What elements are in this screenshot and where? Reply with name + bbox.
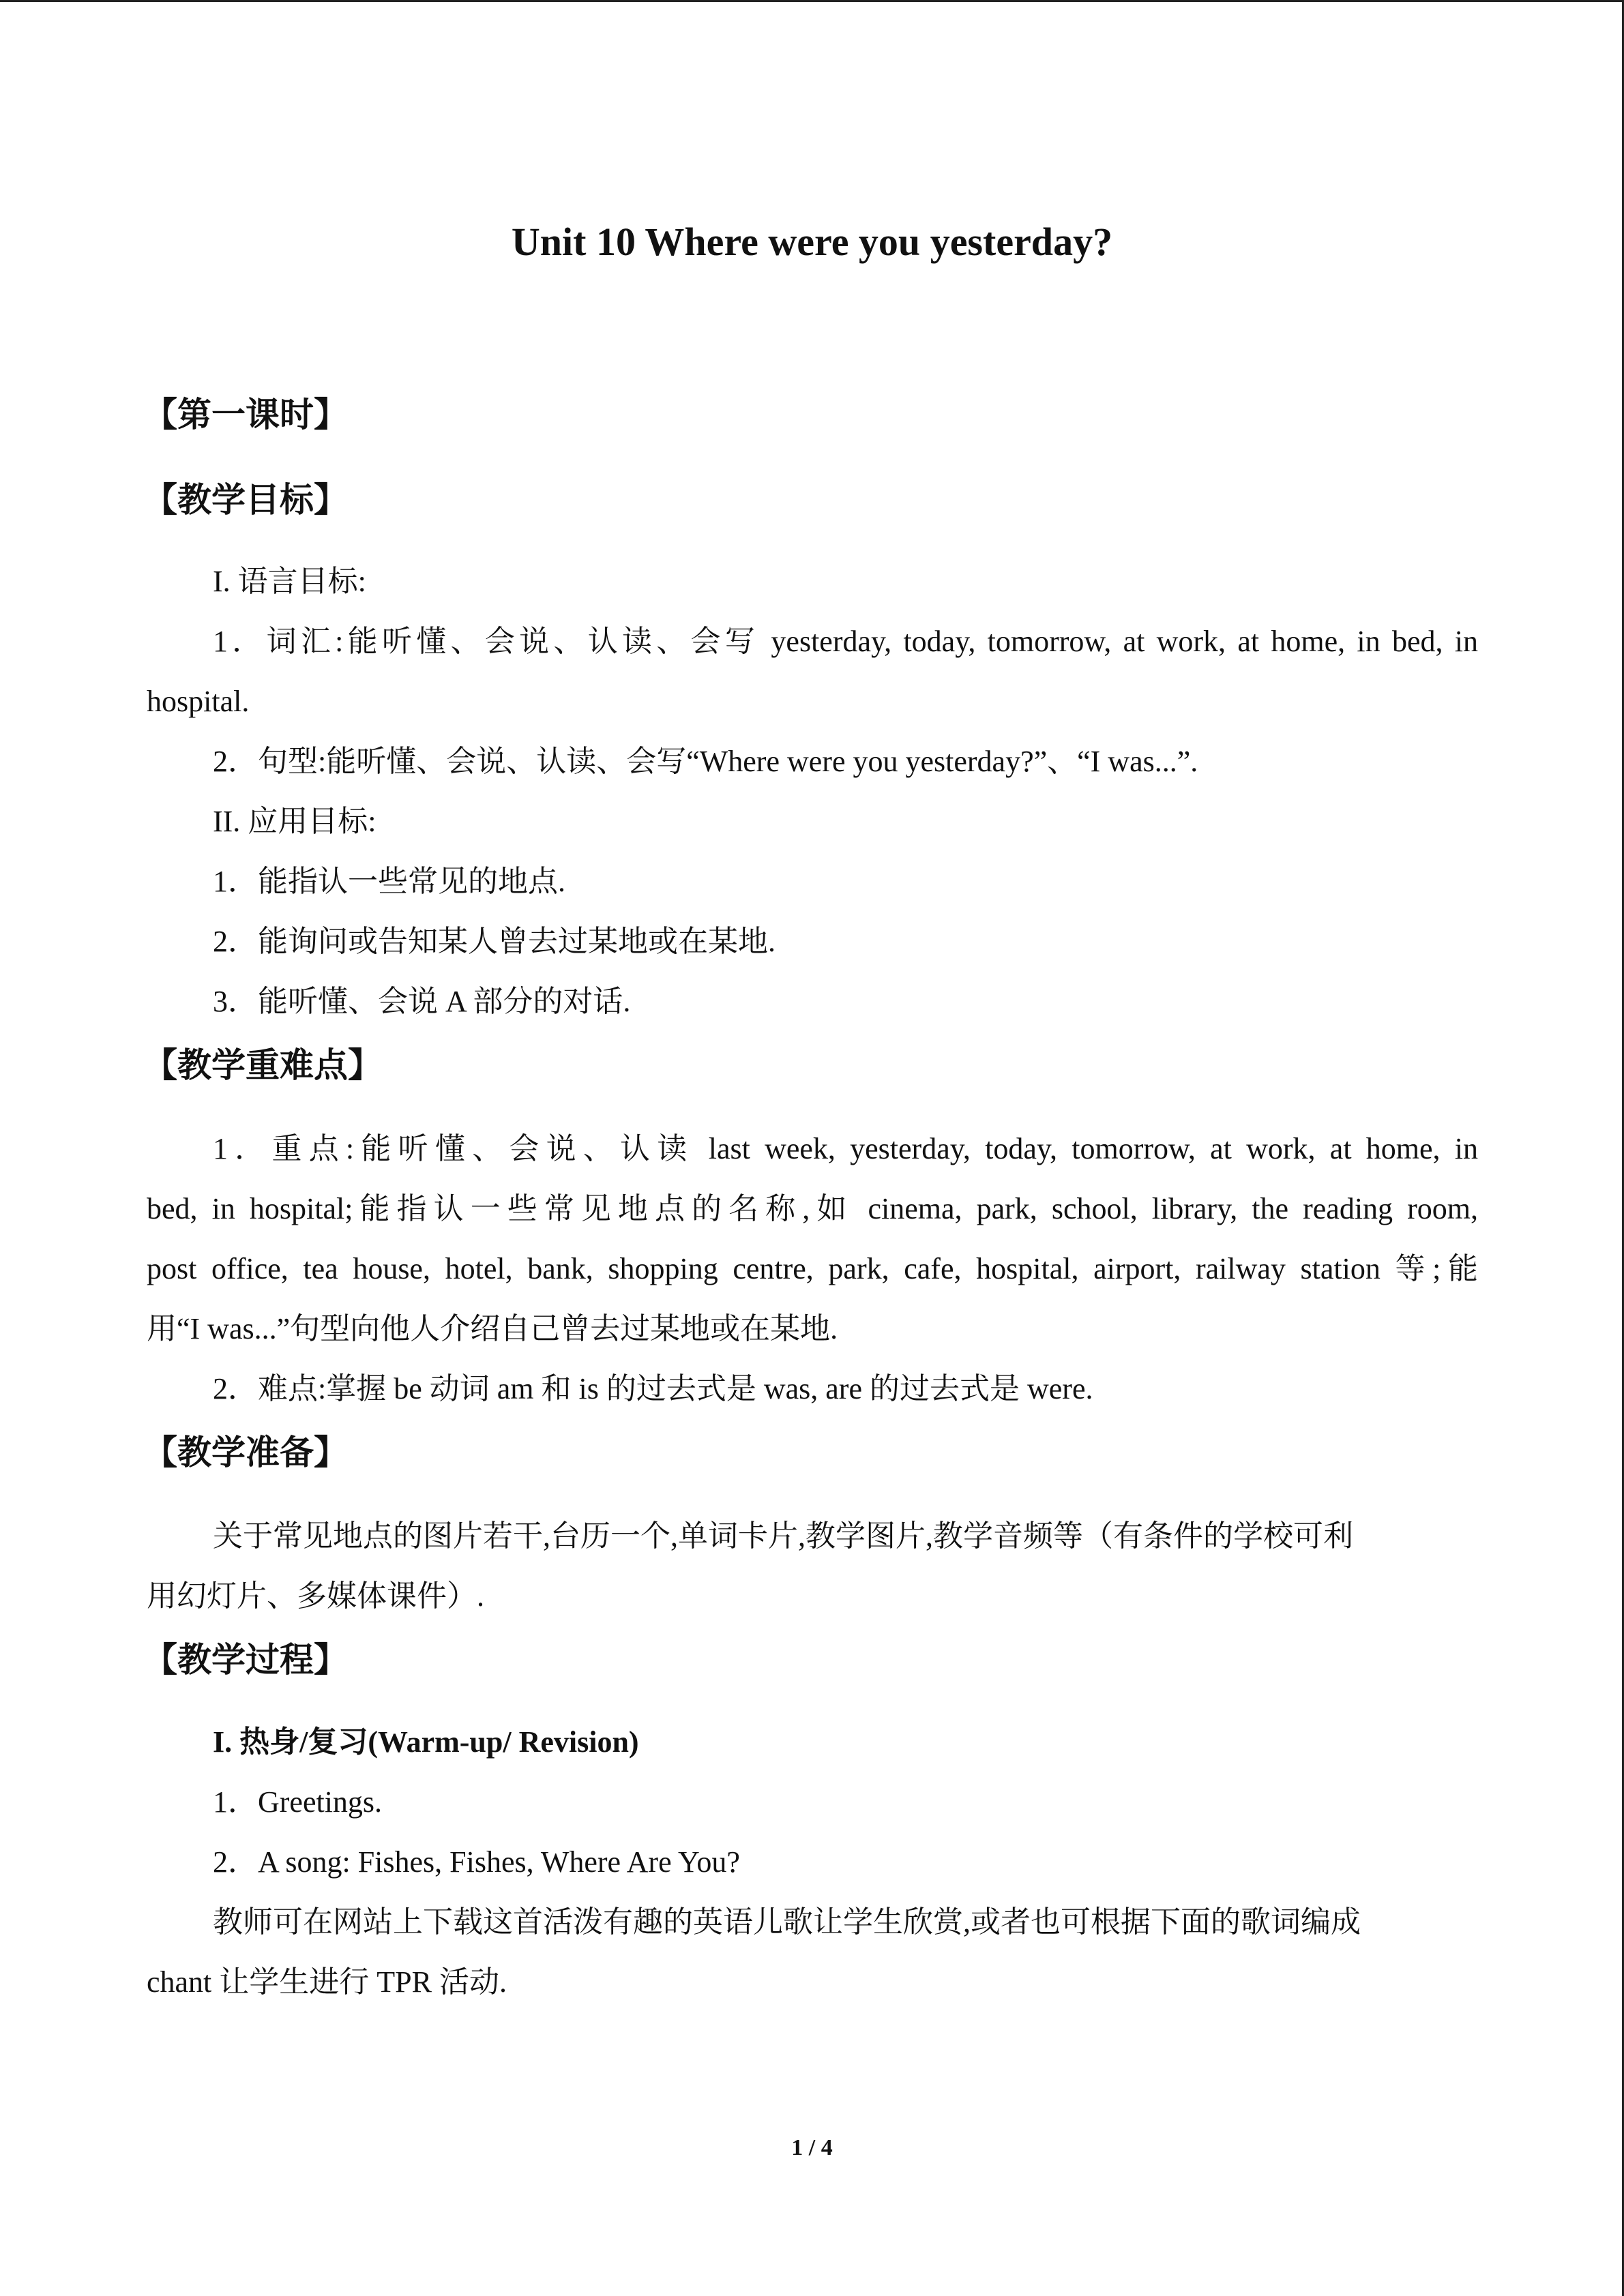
teacher-note-line-2: chant 让学生进行 TPR 活动. [147, 1965, 507, 1999]
warmup-step-1: 1．Greetings. [213, 1785, 383, 1819]
vocabulary-objective-line-1: 1．词汇:能听懂、会说、认读、会写 yesterday, today, tomorrow, at work, at home, in bed, in [213, 625, 1478, 658]
keypoint-line-2: bed, in hospital;能指认一些常见地点的名称,如 cinema, park, school, library, the reading room, [147, 1192, 1478, 1225]
application-objective-1: 1．能指认一些常见的地点. [213, 865, 565, 898]
section-heading-lesson: 【第一课时】 [143, 395, 348, 434]
warmup-heading: I. 热身/复习(Warm-up/ Revision) [213, 1725, 639, 1759]
difficult-point: 2．难点:掌握 be 动词 am 和 is 的过去式是 was, are 的过去式是 were. [213, 1372, 1093, 1405]
application-objective-2: 2．能询问或告知某人曾去过某地或在某地. [213, 925, 776, 958]
keypoint-line-1: 1．重点:能听懂、会说、认读 last week, yesterday, today, tomorrow, at work, at home, in [213, 1132, 1478, 1165]
section-heading-keypoints: 【教学重难点】 [143, 1045, 382, 1085]
application-objective-3: 3．能听懂、会说 A 部分的对话. [213, 985, 631, 1018]
teacher-note-line-1: 教师可在网站上下载这首活泼有趣的英语儿歌让学生欣赏,或者也可根据下面的歌词编成 [213, 1905, 1361, 1939]
application-objectives-heading: II. 应用目标: [213, 805, 377, 838]
sentence-objective: 2．句型:能听懂、会说、认读、会写“Where were you yesterday?”、“I was...”. [213, 745, 1198, 778]
section-heading-objectives: 【教学目标】 [143, 480, 348, 520]
page-number: 1 / 4 [791, 2135, 833, 2160]
section-heading-preparation: 【教学准备】 [143, 1433, 348, 1472]
warmup-step-2: 2．A song: Fishes, Fishes, Where Are You? [213, 1845, 740, 1879]
document-title: Unit 10 Where were you yesterday? [511, 220, 1113, 264]
vocabulary-objective-line-2: hospital. [147, 685, 250, 718]
preparation-line-2: 用幻灯片、多媒体课件）. [147, 1579, 484, 1613]
section-heading-process: 【教学过程】 [143, 1640, 348, 1680]
language-objectives-heading: I. 语言目标: [213, 565, 366, 598]
keypoint-line-3: post office, tea house, hotel, bank, shopping centre, park, cafe, hospital, airport, railway station 等;能 [147, 1252, 1478, 1285]
keypoint-line-4: 用“I was...”句型向他人介绍自己曾去过某地或在某地. [147, 1312, 838, 1345]
preparation-line-1: 关于常见地点的图片若干,台历一个,单词卡片,教学图片,教学音频等（有条件的学校可利 [213, 1519, 1353, 1553]
